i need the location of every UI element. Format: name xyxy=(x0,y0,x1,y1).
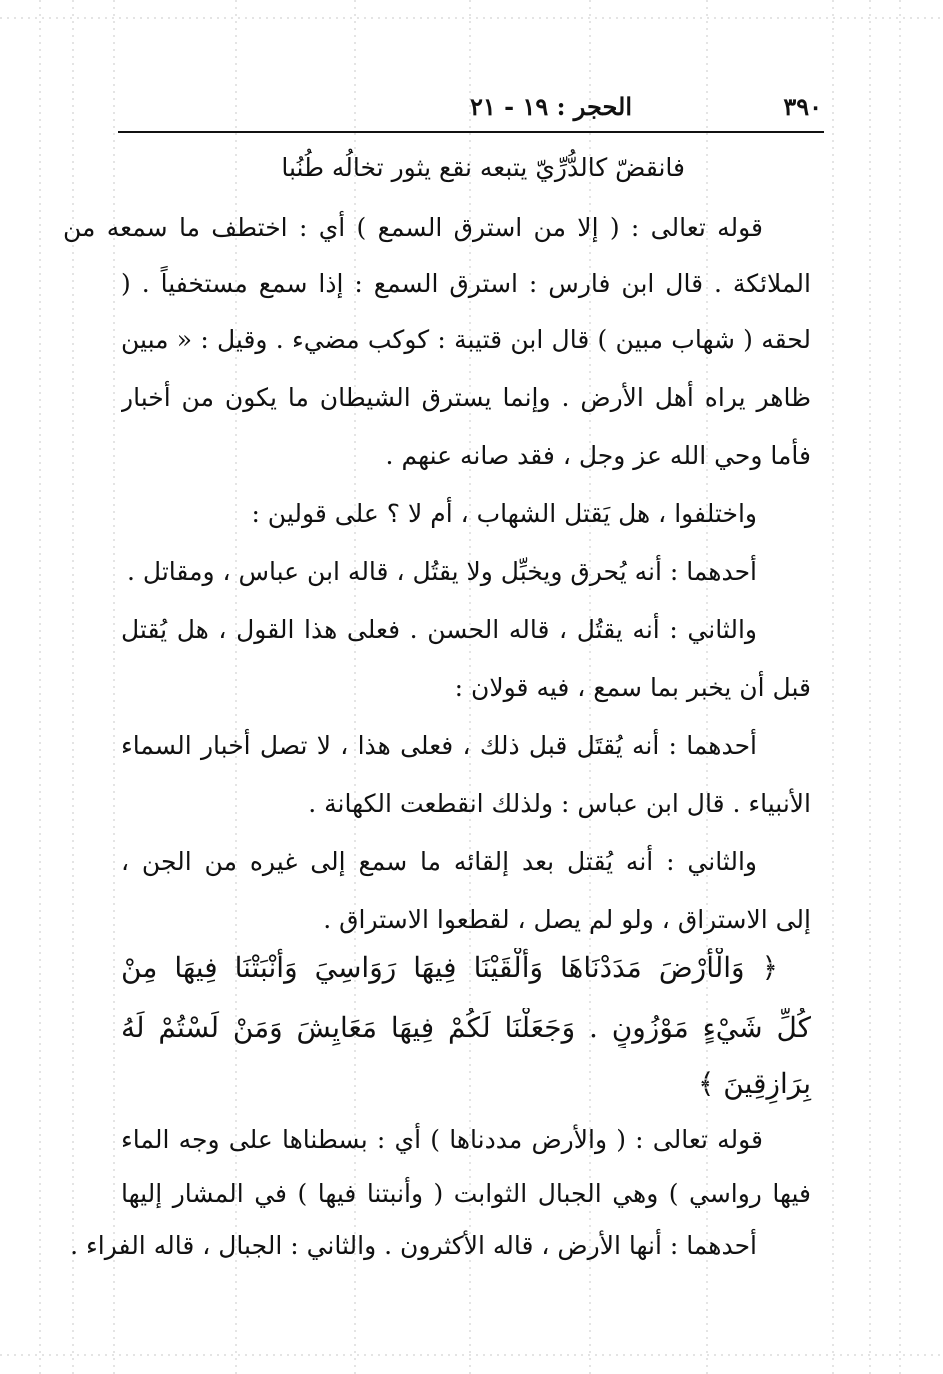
text-line: والثاني : أنه يقتُل ، قاله الحسن . فعلى هذا القول ، هل يُقتل xyxy=(121,615,757,644)
page-header xyxy=(118,92,822,132)
text-line: لحقه ( شهاب مبين ) قال ابن قتيبة : كوكب مضيء . وقيل : « مبين xyxy=(121,325,811,354)
text-line: أحدهما : أنه يُقتَل قبل ذلك ، فعلى هذا ، لا تصل أخبار السماء xyxy=(121,731,757,760)
quran-verse-line: ﴿ وَالْأَرْضَ مَدَدْنَاهَا وَأَلْقَيْنَا فِيهَا رَوَاسِيَ وَأَنْبَتْنَا فِيهَا مِنْ xyxy=(121,951,778,984)
text-line: والثاني : أنه يُقتل بعد إلقائه ما سمع إلى غيره من الجن ، xyxy=(121,847,757,876)
text-line: قوله تعالى : ( إلا من استرق السمع ) أي : اختطف ما سمعه من xyxy=(63,213,763,242)
text-line: الملائكة . قال ابن فارس : استرق السمع : إذا سمع مستخفياً . ( xyxy=(121,269,811,298)
text-line: ظاهر يراه أهل الأرض . وإنما يسترق الشيطان ما يكون من أخبار xyxy=(121,383,811,412)
text-line: فيها رواسي ) وهي الجبال الثوابت ( وأنبتنا فيها ) في المشار إليها xyxy=(121,1179,811,1208)
text-line: أحدهما : أنها الأرض ، قاله الأكثرون . والثاني : الجبال ، قاله الفراء . xyxy=(70,1231,757,1260)
text-line: قبل أن يخبر بما سمع ، فيه قولان : xyxy=(454,673,811,702)
header-rule xyxy=(118,131,824,133)
running-head: الحجر : ١٩ - ٢١ xyxy=(469,92,632,121)
page-number: ٣٩٠ xyxy=(783,92,822,121)
quran-verse-line: بِرَازِقِينَ ﴾ xyxy=(698,1067,811,1100)
text-line: الأنبياء . قال ابن عباس : ولذلك انقطعت الكهانة . xyxy=(308,789,811,818)
text-line: واختلفوا ، هل يَقتل الشهاب ، أم لا ؟ على قولين : xyxy=(251,499,757,528)
text-line: أحدهما : أنه يُحرق ويخبِّل ولا يقتُل ، قاله ابن عباس ، ومقاتل . xyxy=(127,557,757,586)
poetry-verse: فانقضّ كالدُّرِّيّ يتبعه نقع يثور تخالُه طُنُبا xyxy=(281,153,685,182)
text-line: فأما وحي الله عز وجل ، فقد صانه عنهم . xyxy=(385,441,811,470)
text-line: قوله تعالى : ( والأرض مددناها ) أي : بسطناها على وجه الماء xyxy=(121,1125,763,1154)
quran-verse-line: كُلِّ شَيْءٍ مَوْزُونٍ . وَجَعَلْنَا لَكُمْ فِيهَا مَعَايِشَ وَمَنْ لَسْتُمْ لَهُ xyxy=(121,1011,811,1044)
text-line: إلى الاستراق ، ولو لم يصل ، لقطعوا الاستراق . xyxy=(323,905,811,934)
